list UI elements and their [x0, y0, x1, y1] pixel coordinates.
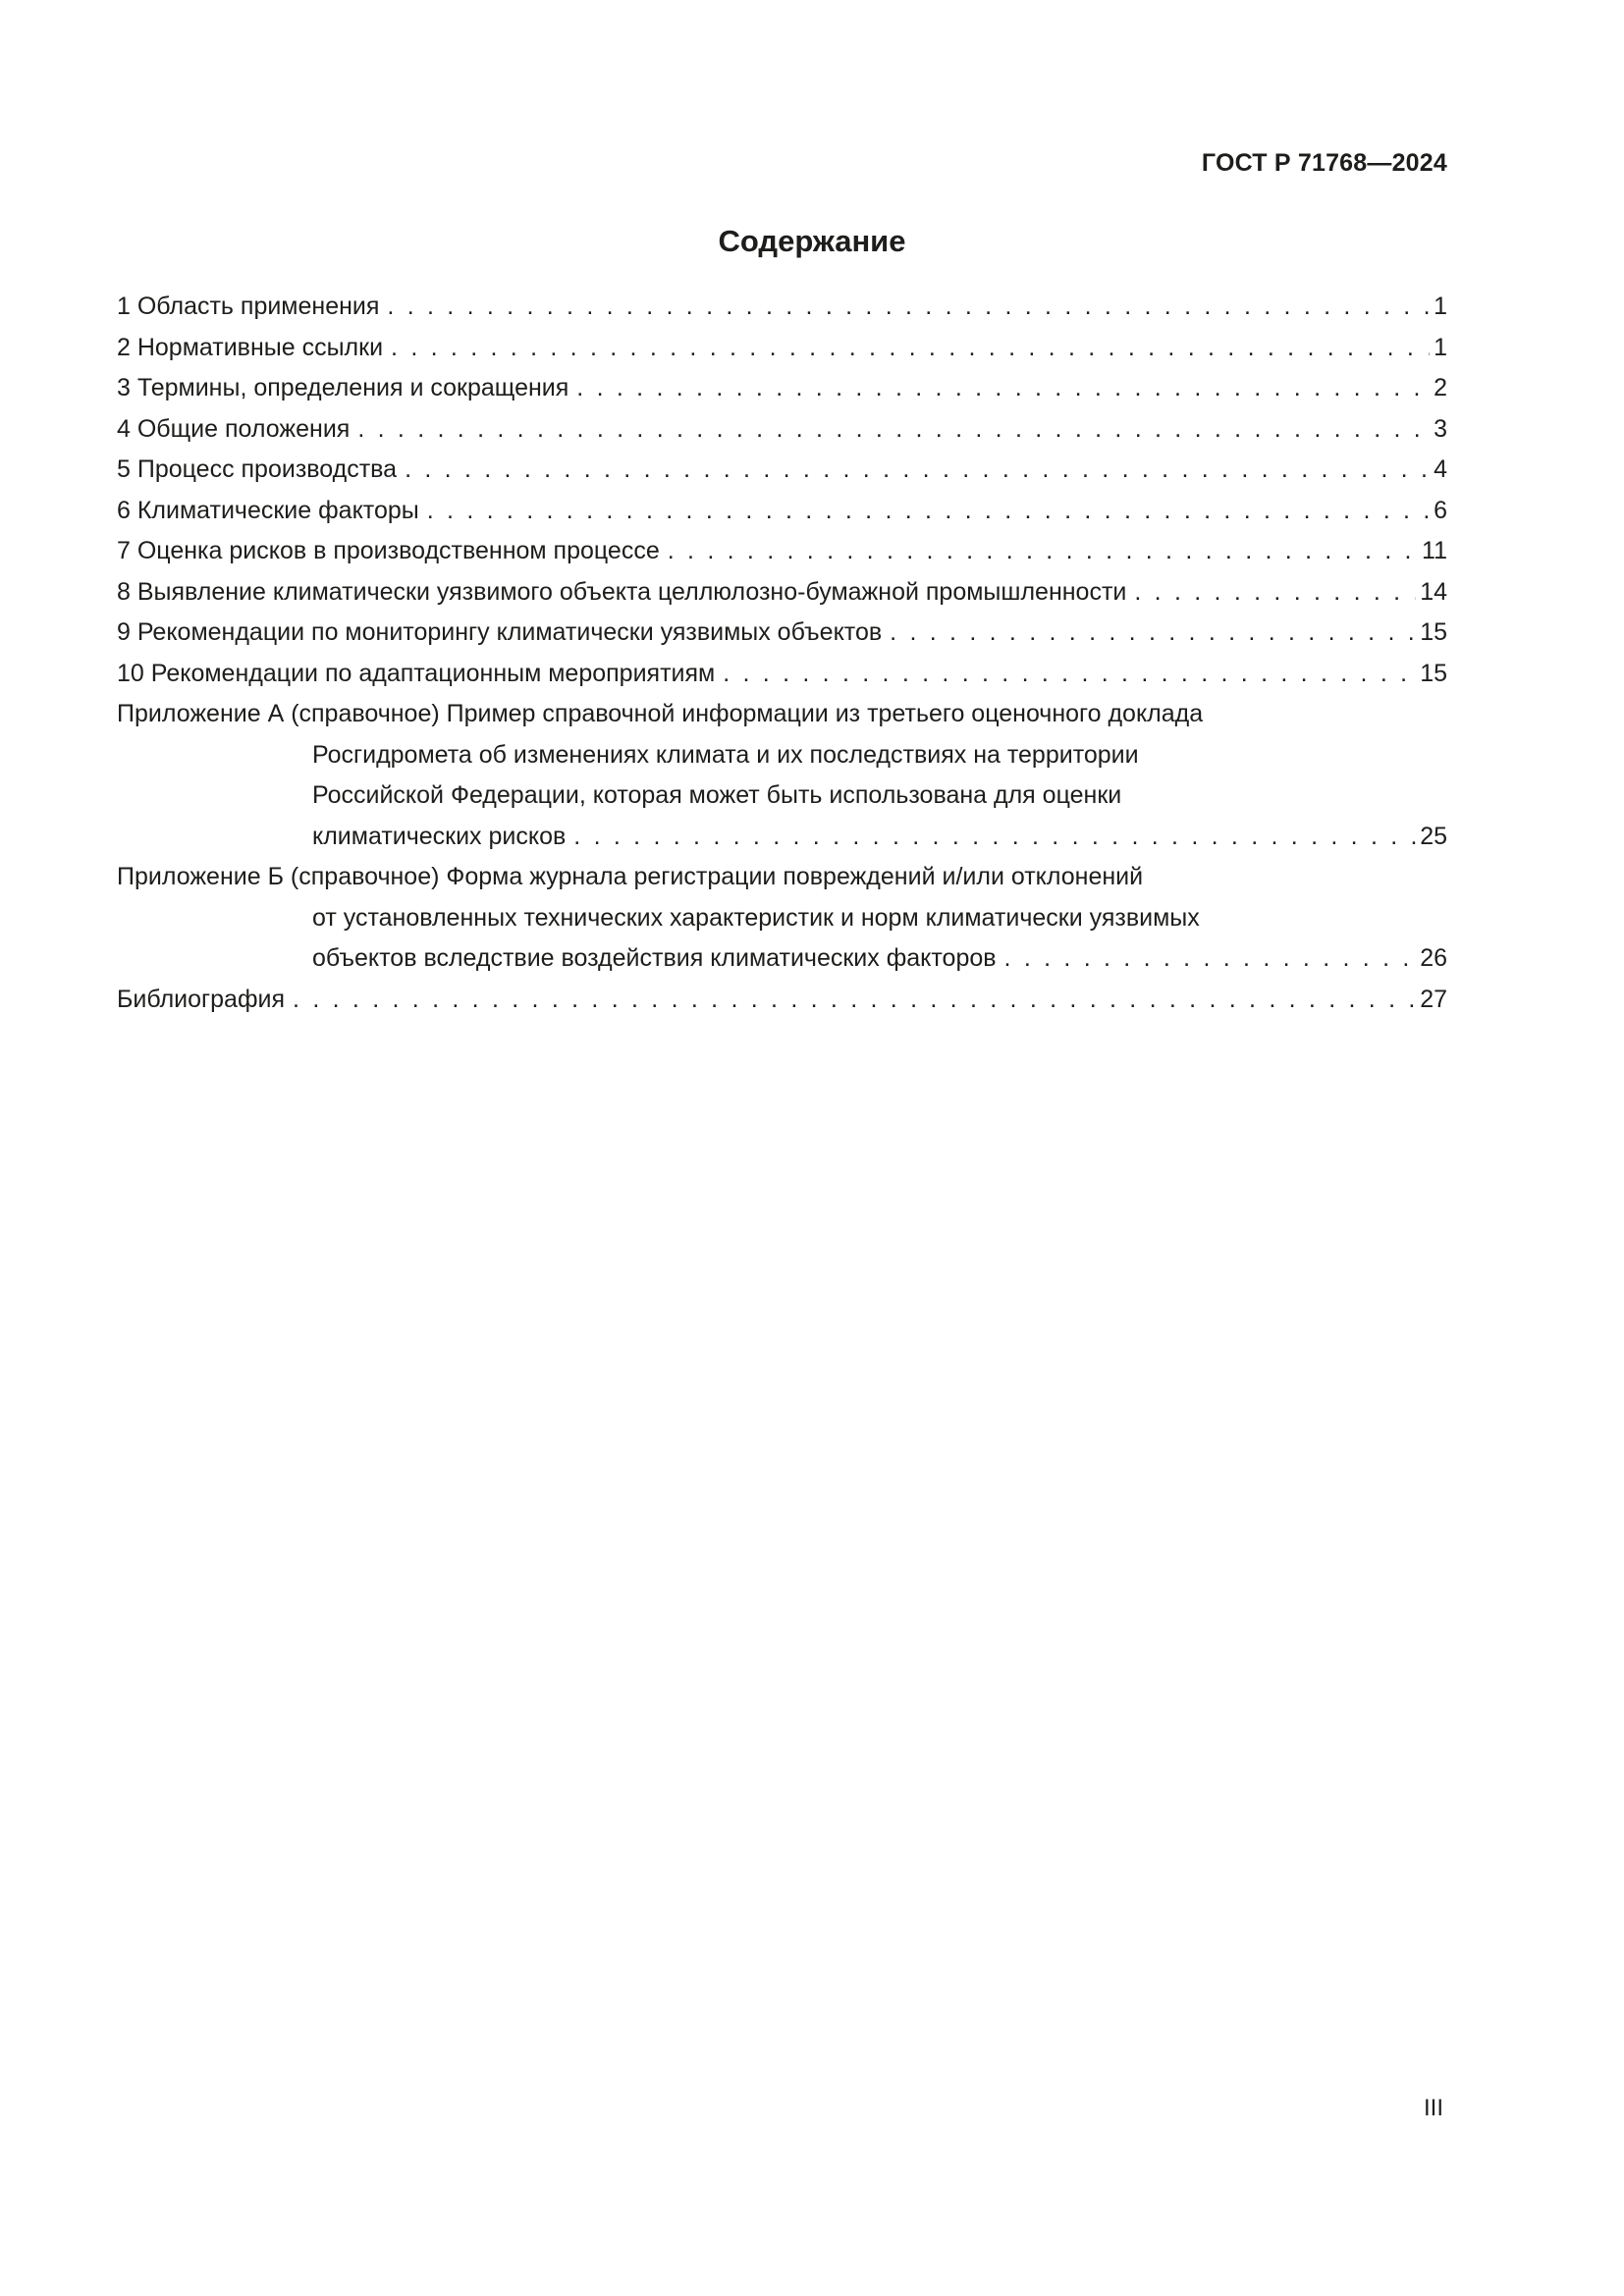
toc-page-number: 27	[1420, 985, 1447, 1013]
toc-entry-label: 3 Термины, определения и сокращения	[117, 374, 569, 401]
dot-leader	[576, 368, 1430, 409]
toc-entry-label: 9 Рекомендации по мониторингу климатически уязвимых объектов	[117, 618, 883, 646]
dot-leader	[573, 817, 1416, 858]
toc-entry-4[interactable]	[117, 409, 1447, 451]
dot-leader	[668, 531, 1418, 572]
toc-page-number: 2	[1434, 374, 1447, 401]
toc-entry-label: Библиография	[117, 985, 286, 1013]
toc-entry-8[interactable]	[117, 572, 1447, 614]
dot-leader	[427, 491, 1430, 532]
dot-leader	[387, 287, 1430, 328]
dot-leader	[890, 613, 1416, 654]
toc-page-number: 11	[1422, 537, 1447, 564]
toc-page-number: 25	[1420, 822, 1447, 850]
dot-leader	[405, 450, 1430, 491]
toc-entry-label: 8 Выявление климатически уязвимого объекта целлюлозно-бумажной промышленности	[117, 577, 1127, 606]
toc-entry-10[interactable]	[117, 654, 1447, 695]
toc-entry-label: 10 Рекомендации по адаптационным мероприятиям	[117, 659, 716, 687]
dot-leader	[293, 980, 1416, 1021]
dot-leader	[1134, 572, 1416, 614]
toc-entry-label-continued: от установленных технических характеристик и норм климатически уязвимых	[312, 903, 1200, 932]
toc-entry-3[interactable]	[117, 368, 1447, 409]
dot-leader	[1004, 938, 1417, 980]
toc-entry-bibliography[interactable]	[117, 980, 1447, 1021]
toc-entry-5[interactable]	[117, 450, 1447, 491]
toc-title: Содержание	[718, 224, 906, 258]
toc-entry-label-continued: Росгидромета об изменениях климата и их последствиях на территории	[312, 740, 1139, 769]
toc-entry-label: 5 Процесс производства	[117, 455, 398, 483]
dot-leader	[391, 328, 1430, 369]
toc-entry-7[interactable]	[117, 531, 1447, 572]
toc-entry-label: 7 Оценка рисков в производственном процессе	[117, 537, 660, 564]
toc-page-number: 15	[1420, 659, 1447, 687]
dot-leader	[357, 409, 1430, 451]
toc-entry-label-continued: объектов вследствие воздействия климатических факторов	[312, 944, 997, 972]
toc-entry-appendix-b[interactable]	[117, 857, 1447, 980]
toc-page-number: 1	[1434, 293, 1447, 320]
toc-page-number: 6	[1434, 496, 1447, 524]
toc-page-number: 4	[1434, 455, 1447, 483]
toc-entry-label-continued: Российской Федерации, которая может быть использована для оценки	[312, 781, 1122, 809]
toc-page-number: 26	[1420, 944, 1447, 972]
toc-entry-label: Приложение А (справочное) Пример справочной информации из третьего оценочного доклада	[117, 700, 1204, 727]
toc-entry-label: Приложение Б (справочное) Форма журнала регистрации повреждений и/или отклонений	[117, 863, 1144, 890]
toc-entry-label: 6 Климатические факторы	[117, 496, 419, 524]
toc-entry-6[interactable]	[117, 491, 1447, 532]
toc-entry-label: 4 Общие положения	[117, 414, 351, 443]
document-code: ГОСТ Р 71768—2024	[1201, 149, 1447, 177]
toc-entry-label: 1 Область применения	[117, 293, 380, 320]
toc-page-number: 3	[1434, 414, 1447, 443]
toc-entry-label-continued: климатических рисков	[312, 822, 567, 850]
toc-page-number: 1	[1434, 333, 1447, 361]
toc-entry-2[interactable]	[117, 328, 1447, 369]
table-of-contents	[117, 287, 1447, 1020]
toc-entry-label: 2 Нормативные ссылки	[117, 333, 384, 361]
toc-page-number: 14	[1420, 577, 1447, 606]
toc-entry-9[interactable]	[117, 613, 1447, 654]
toc-page-number: 15	[1420, 618, 1447, 646]
toc-entry-appendix-a[interactable]	[117, 694, 1447, 857]
dot-leader	[723, 654, 1416, 695]
page-number: III	[1423, 2095, 1443, 2121]
toc-entry-1[interactable]	[117, 287, 1447, 328]
